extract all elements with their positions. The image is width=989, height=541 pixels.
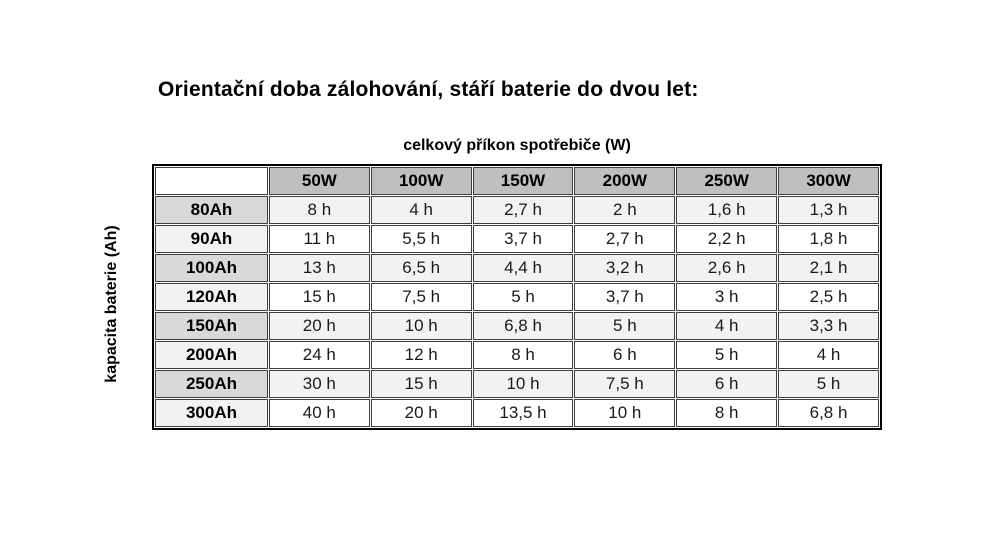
value-cell: 13,5 h <box>473 399 574 427</box>
value-cell: 10 h <box>371 312 472 340</box>
column-header-2: 150W <box>473 167 574 195</box>
row-axis-title: kapacita baterie (Ah) <box>103 225 120 383</box>
value-cell: 3,7 h <box>574 283 675 311</box>
value-cell: 13 h <box>269 254 370 282</box>
corner-cell <box>155 167 268 195</box>
row-header-4: 150Ah <box>155 312 268 340</box>
value-cell: 4 h <box>676 312 777 340</box>
column-header-3: 200W <box>574 167 675 195</box>
value-cell: 6,8 h <box>473 312 574 340</box>
value-cell: 11 h <box>269 225 370 253</box>
column-header-1: 100W <box>371 167 472 195</box>
value-cell: 6,8 h <box>778 399 879 427</box>
value-cell: 5 h <box>778 370 879 398</box>
value-cell: 5 h <box>473 283 574 311</box>
table-body <box>155 196 879 427</box>
row-header-0: 80Ah <box>155 196 268 224</box>
value-cell: 6 h <box>676 370 777 398</box>
value-cell: 2,5 h <box>778 283 879 311</box>
value-cell: 20 h <box>371 399 472 427</box>
table-row <box>155 399 879 427</box>
value-cell: 12 h <box>371 341 472 369</box>
table-row <box>155 312 879 340</box>
row-header-3: 120Ah <box>155 283 268 311</box>
value-cell: 3,2 h <box>574 254 675 282</box>
row-header-1: 90Ah <box>155 225 268 253</box>
backup-time-table <box>152 164 882 430</box>
value-cell: 15 h <box>269 283 370 311</box>
value-cell: 6,5 h <box>371 254 472 282</box>
value-cell: 30 h <box>269 370 370 398</box>
value-cell: 8 h <box>269 196 370 224</box>
row-header-2: 100Ah <box>155 254 268 282</box>
column-header-0: 50W <box>269 167 370 195</box>
value-cell: 20 h <box>269 312 370 340</box>
value-cell: 5 h <box>676 341 777 369</box>
table-row <box>155 370 879 398</box>
value-cell: 2,1 h <box>778 254 879 282</box>
table-row <box>155 283 879 311</box>
table-row <box>155 196 879 224</box>
value-cell: 4 h <box>371 196 472 224</box>
value-cell: 5,5 h <box>371 225 472 253</box>
row-header-7: 300Ah <box>155 399 268 427</box>
value-cell: 3,3 h <box>778 312 879 340</box>
value-cell: 4 h <box>778 341 879 369</box>
value-cell: 2 h <box>574 196 675 224</box>
value-cell: 5 h <box>574 312 675 340</box>
value-cell: 7,5 h <box>371 283 472 311</box>
column-header-4: 250W <box>676 167 777 195</box>
row-header-5: 200Ah <box>155 341 268 369</box>
value-cell: 2,2 h <box>676 225 777 253</box>
value-cell: 8 h <box>676 399 777 427</box>
table-header-row <box>155 167 879 195</box>
value-cell: 10 h <box>574 399 675 427</box>
column-axis-title: celkový příkon spotřebiče (W) <box>403 137 631 154</box>
value-cell: 4,4 h <box>473 254 574 282</box>
table-row <box>155 254 879 282</box>
value-cell: 8 h <box>473 341 574 369</box>
value-cell: 1,6 h <box>676 196 777 224</box>
table-row <box>155 341 879 369</box>
value-cell: 3,7 h <box>473 225 574 253</box>
value-cell: 15 h <box>371 370 472 398</box>
value-cell: 1,8 h <box>778 225 879 253</box>
value-cell: 7,5 h <box>574 370 675 398</box>
column-header-5: 300W <box>778 167 879 195</box>
page-title: Orientační doba zálohování, stáří baterie do dvou let: <box>158 78 699 101</box>
row-header-6: 250Ah <box>155 370 268 398</box>
value-cell: 10 h <box>473 370 574 398</box>
value-cell: 3 h <box>676 283 777 311</box>
value-cell: 2,7 h <box>574 225 675 253</box>
value-cell: 2,6 h <box>676 254 777 282</box>
value-cell: 40 h <box>269 399 370 427</box>
value-cell: 2,7 h <box>473 196 574 224</box>
value-cell: 1,3 h <box>778 196 879 224</box>
value-cell: 24 h <box>269 341 370 369</box>
value-cell: 6 h <box>574 341 675 369</box>
table-row <box>155 225 879 253</box>
